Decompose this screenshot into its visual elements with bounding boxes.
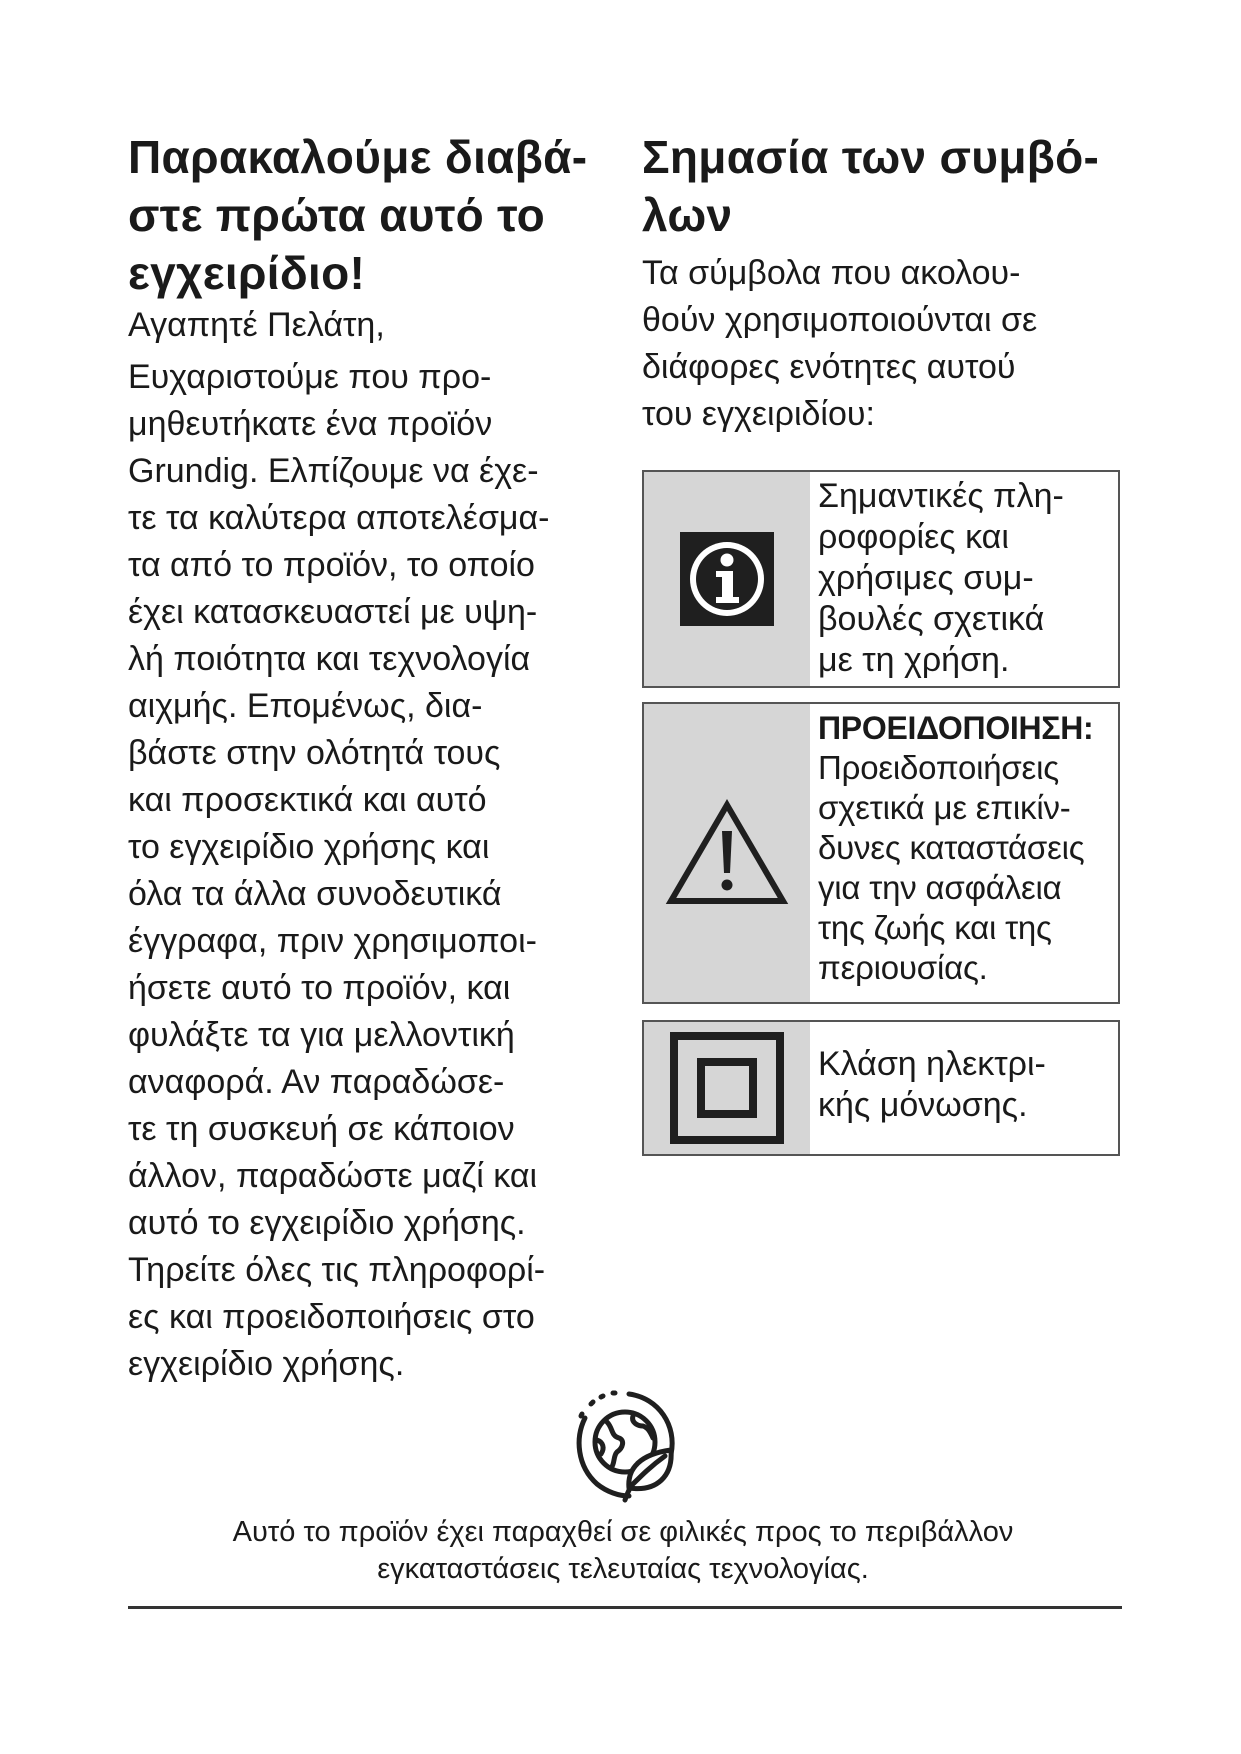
body-line: τε τη συσκευή σε κάποιον [128, 1110, 515, 1148]
body-line: Τηρείτε όλες τις πληροφορί- [128, 1251, 546, 1289]
class2-icon-cell [644, 1022, 810, 1154]
body-line: ήσετε αυτό το προϊόν, και [128, 969, 511, 1007]
body-line: όλα τα άλλα συνοδευτικά [128, 875, 502, 913]
footer-line: Αυτό το προϊόν έχει παραχθεί σε φιλικές προς το περιβάλλον [232, 1516, 1014, 1548]
text-line: Κλάση ηλεκτρι- [818, 1045, 1046, 1083]
text-line: με τη χρήση. [818, 641, 1010, 679]
body-line: το εγχειρίδιο χρήσης και [128, 828, 490, 866]
body-line: άλλον, παραδώστε μαζί και [128, 1157, 538, 1195]
warning-text-cell [810, 704, 1118, 1002]
body-line: μηθευτήκατε ένα προϊόν [128, 405, 493, 443]
class2-description [818, 1044, 1106, 1126]
body-line: αναφορά. Αν παραδώσε- [128, 1063, 505, 1101]
text-line: περιουσίας. [818, 949, 988, 986]
eco-globe-leaf-icon [567, 1388, 681, 1510]
warning-title: ΠΡΟΕΙΔΟΠΟΙΗΣΗ: [818, 710, 1094, 746]
read-manual-heading [128, 128, 623, 302]
body-line: τε τα καλύτερα αποτελέσμα- [128, 499, 550, 537]
warning-symbol-box [642, 702, 1120, 1004]
info-description [818, 476, 1106, 681]
text-line: βουλές σχετικά [818, 600, 1045, 638]
text-line: δυνες καταστάσεις [818, 829, 1085, 866]
heading-line: Σημασία των συμβό- [642, 131, 1100, 183]
body-line: τα από το προϊόν, το οποίο [128, 546, 535, 584]
footer-line: εγκαταστάσεις τελευταίας τεχνολογίας. [377, 1553, 869, 1585]
double-square-icon [669, 1032, 785, 1144]
symbols-intro [642, 250, 1120, 438]
info-icon-cell [644, 472, 810, 686]
intro-line: του εγχειριδίου: [642, 395, 875, 433]
body-line: αυτό το εγχειρίδιο χρήσης. [128, 1204, 526, 1242]
heading-line: λων [642, 189, 733, 241]
symbols-heading [642, 128, 1120, 244]
footer-divider [128, 1606, 1122, 1609]
warning-description [818, 748, 1106, 988]
info-symbol-box [642, 470, 1120, 688]
info-icon [678, 530, 776, 628]
body-line: έχει κατασκευαστεί με υψη- [128, 593, 538, 631]
body-line: λή ποιότητα και τεχνολογία [128, 640, 531, 678]
body-line: ες και προειδοποιήσεις στο [128, 1298, 535, 1336]
text-line: Σημαντικές πλη- [818, 477, 1064, 515]
info-text-cell [810, 472, 1118, 686]
text-line: κής μόνωσης. [818, 1086, 1028, 1124]
text-line: σχετικά με επικίν- [818, 789, 1071, 826]
body-line: Grundig. Ελπίζουμε να έχε- [128, 452, 539, 490]
body-line: έγγραφα, πριν χρησιμοποι- [128, 922, 537, 960]
body-line: εγχειρίδιο χρήσης. [128, 1345, 405, 1383]
class2-text-cell [810, 1022, 1118, 1154]
warning-triangle-icon [665, 799, 789, 907]
heading-line: στε πρώτα αυτό το [128, 189, 546, 241]
text-line: της ζωής και της [818, 909, 1052, 946]
intro-paragraph [128, 354, 623, 1388]
text-line: για την ασφάλεια [818, 869, 1062, 906]
warning-icon-cell [644, 704, 810, 1002]
left-column [128, 128, 623, 1388]
text-line: χρήσιμες συμ- [818, 559, 1034, 597]
body-line: και προσεκτικά και αυτό [128, 781, 487, 819]
right-column [642, 128, 1120, 438]
intro-line: θούν χρησιμοποιούνται σε [642, 301, 1038, 339]
body-line: βάστε στην ολότητά τους [128, 734, 501, 772]
class2-symbol-box [642, 1020, 1120, 1156]
text-line: ροφορίες και [818, 518, 1009, 556]
body-line: φυλάξτε τα για μελλοντική [128, 1016, 515, 1054]
intro-line: διάφορες ενότητες αυτού [642, 348, 1016, 386]
eco-footer-note [128, 1514, 1118, 1588]
greeting: Αγαπητέ Πελάτη, [128, 306, 385, 344]
text-line: Προειδοποιήσεις [818, 749, 1059, 786]
heading-line: εγχειρίδιο! [128, 247, 366, 299]
intro-line: Τα σύμβολα που ακολου- [642, 254, 1021, 292]
body-line: αιχμής. Επομένως, δια- [128, 687, 483, 725]
body-line: Ευχαριστούμε που προ- [128, 358, 492, 396]
heading-line: Παρακαλούμε διαβά- [128, 131, 588, 183]
